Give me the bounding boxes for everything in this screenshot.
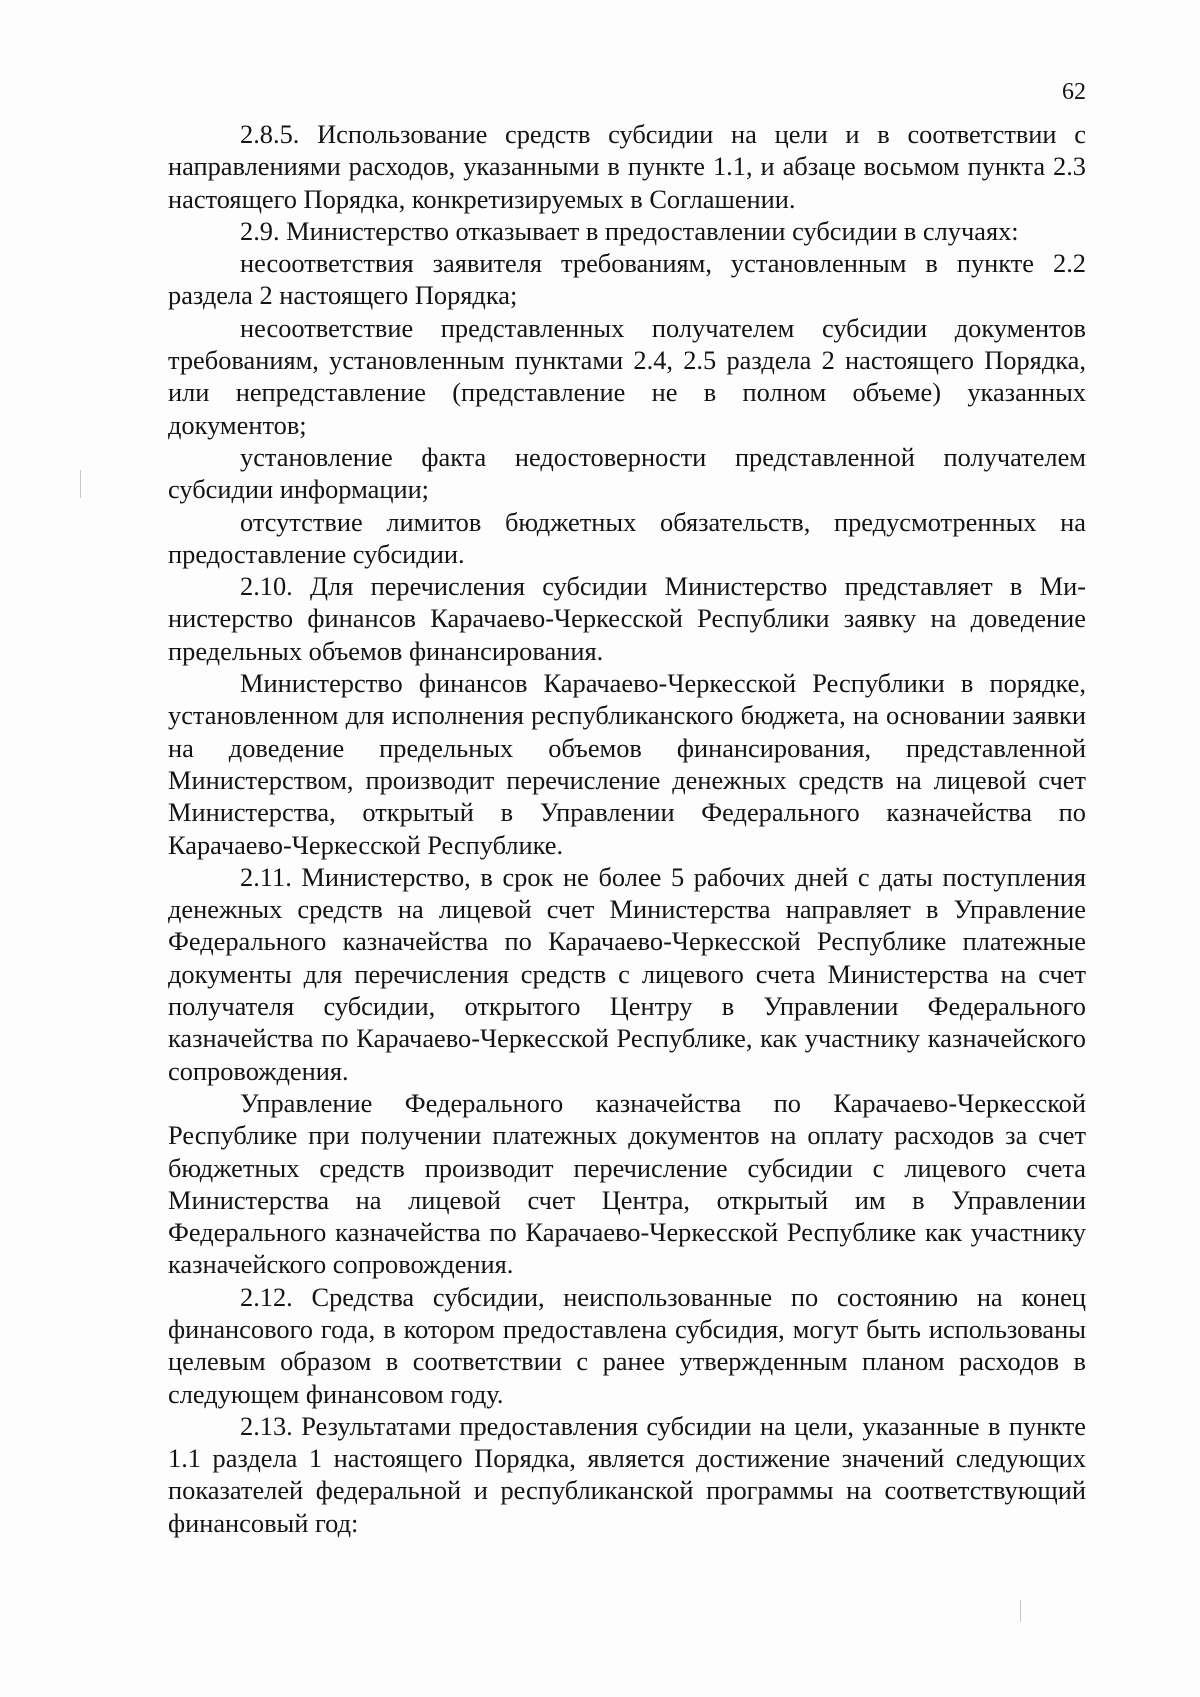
document-body	[168, 118, 1086, 1539]
paragraph-refusal-false-information: установление факта недостоверности представленной получателем субсидии информации;	[168, 441, 1086, 505]
paragraph-2-13: 2.13. Результатами предоставления субсидии на цели, указанные в пункте 1.1 раздела 1 настоящего Порядка, является достижение значений следующих показателей федеральной и республиканской программы на соответствующий финансовый год:	[168, 1410, 1086, 1538]
page-number: 62	[1062, 79, 1086, 105]
paragraph-2-11: 2.11. Министерство, в срок не более 5 рабочих дней с даты поступления денежных средств на лицевой счет Министерства направляет в Управление Федерального казначейства по Карачаево-Черкесской Республике платежные документы для перечисления средств с лицевого счета Министерства на счет получателя субсидии, открытого Центру в Управлении Федерального казначейства по Карачаево-Черкесской Республике, как участнику казначейского сопровождения.	[168, 861, 1086, 1086]
paragraph-2-9: 2.9. Министерство отказывает в предоставлении субсидии в случаях:	[240, 215, 1019, 246]
paragraph-ministry-of-finance-transfer: Министерство финансов Карачаево-Черкесской Республики в порядке, установленном для исполнения республиканского бюджета, на основании заявки на доведение предельных объемов финансирования, представленной Министерством, производит перечисление денежных средств на лицевой счет Министерства, открытый в Управлении Федерального казначейства по Карачаево-Черкесской Республике.	[168, 668, 1086, 860]
paragraph-2-10: 2.10. Для перечисления субсидии Министерство представляет в Министерство финансов Карачаево-Черкесской Республики заявку на доведение предельных объемов финансирования.	[168, 571, 1086, 666]
paragraph-refusal-noncompliance-documents: несоответствие представленных получателем субсидии документов требованиям, установленным пунктами 2.4, 2.5 раздела 2 настоящего Порядка, или непредставление (представление не в полном объеме) указанных документов;	[168, 312, 1086, 440]
paragraph-treasury-transfer: Управление Федерального казначейства по Карачаево-Черкесской Республике при получении платежных документов на оплату расходов за счет бюджетных средств производит перечисление субсидии с лицевого счета Министерства на лицевой счет Центра, открытый им в Управлении Федерального казначейства по Карачаево-Черкесской Республике как участнику казначейского сопровождения.	[168, 1087, 1086, 1280]
scan-artifact-bottom	[1020, 1600, 1021, 1622]
paragraph-refusal-noncompliance-applicant: несоответствия заявителя требованиям, установленным в пункте 2.2 раздела 2 настоящего Порядка;	[168, 248, 1086, 311]
scan-artifact-left	[80, 470, 81, 498]
paragraph-2-12: 2.12. Средства субсидии, неиспользованные по состоянию на конец финансового года, в котором предоставлена субсидия, могут быть использованы целевым образом в соответствии с ранее утвержденным планом расходов в следующем финансовом году.	[168, 1281, 1086, 1409]
paragraph-2-8-5: 2.8.5. Использование средств субсидии на цели и в соответствии с направлениями расходов, указанными в пункте 1.1, и абзаце восьмом пункта 2.3 настоящего Порядка, конкретизируемых в Соглашении.	[168, 119, 1086, 214]
paragraph-refusal-no-limits: отсутствие лимитов бюджетных обязательств, предусмотренных на предоставление субсидии.	[168, 506, 1086, 569]
